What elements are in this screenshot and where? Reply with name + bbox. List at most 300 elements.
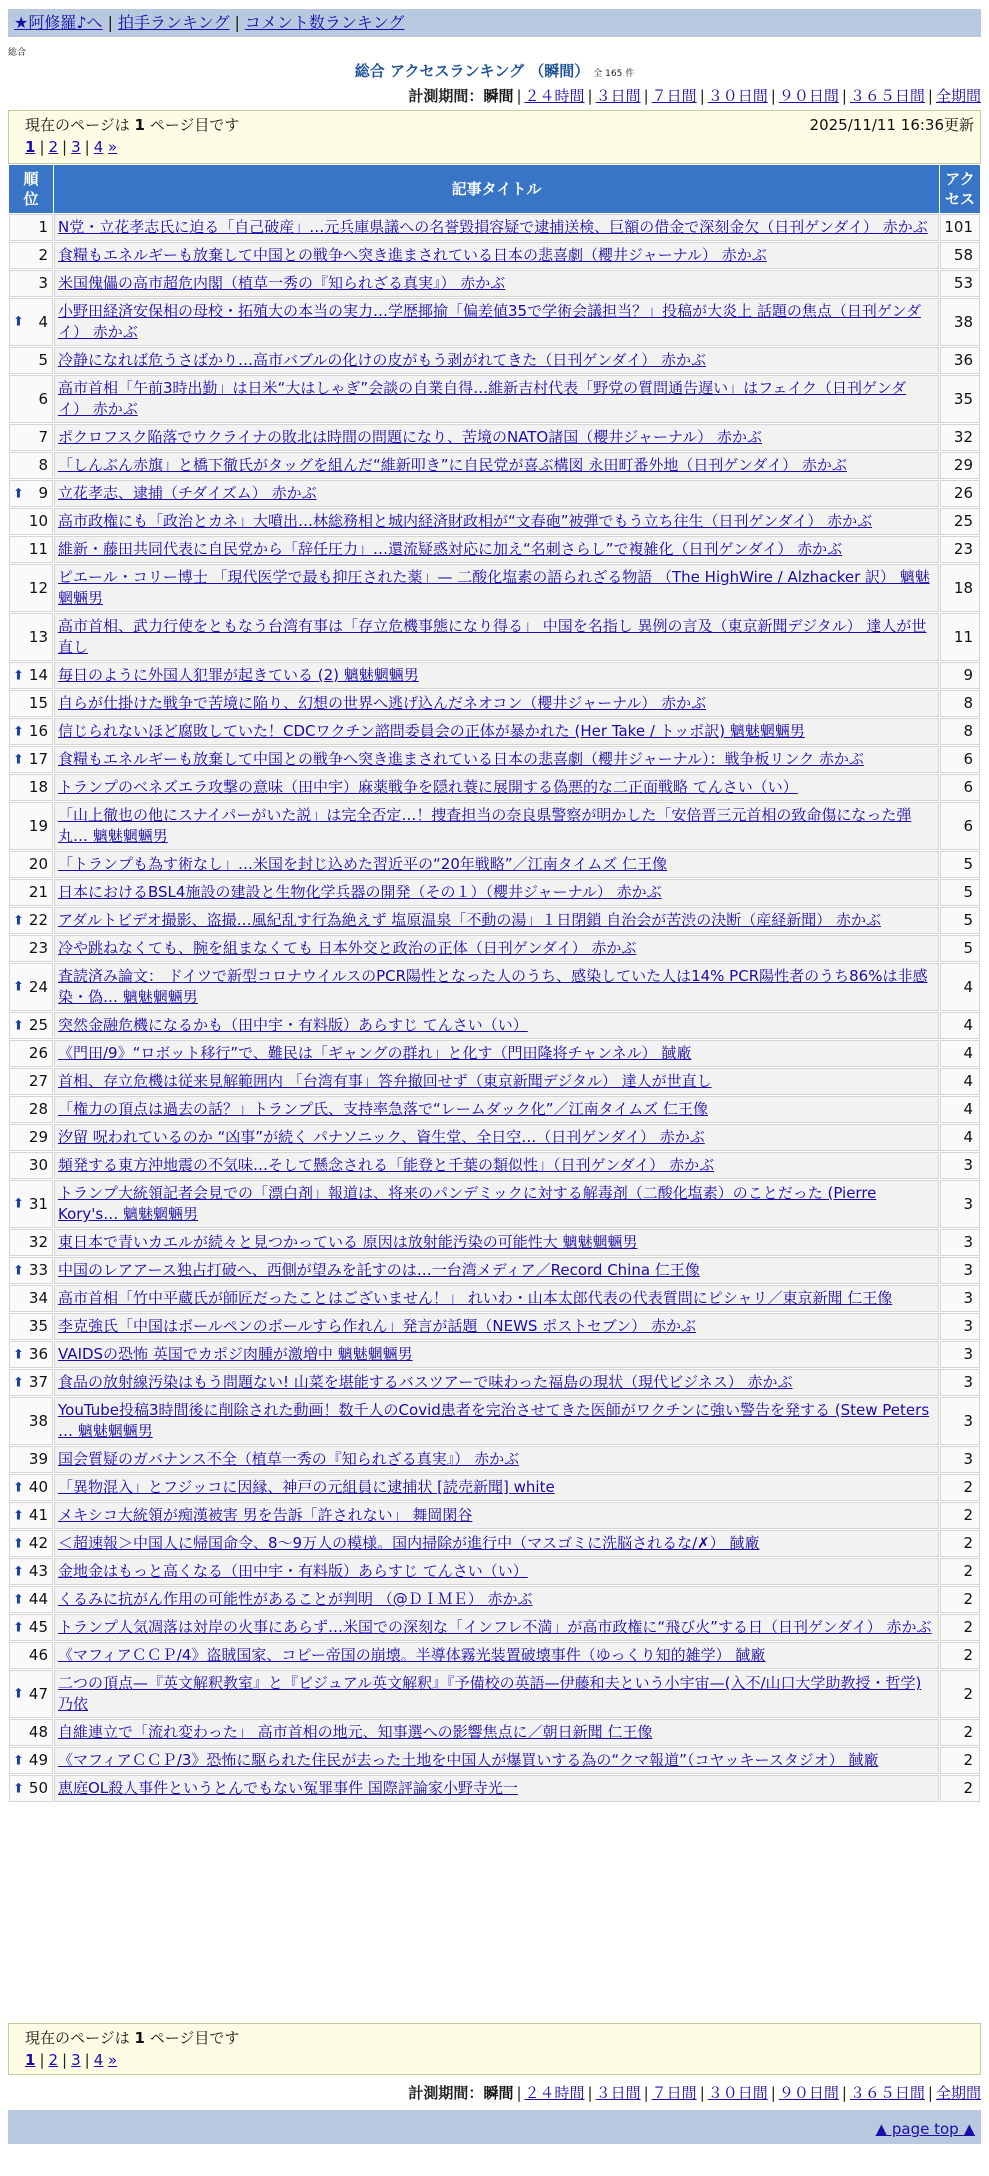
top-navigation	[8, 9, 981, 37]
table-row	[9, 1012, 980, 1039]
access-count: 2	[940, 1775, 980, 1802]
up-arrow-icon: ⬆	[13, 1620, 24, 1635]
article-link[interactable]: 《マフィアＣＣＰ/3》恐怖に駆られた住民が去った土地を中国人が爆買いする為の“クマ報道”（コヤッキースタジオ） 馘廠	[58, 1751, 879, 1769]
header-title: 記事タイトル	[54, 165, 939, 213]
separator: |	[107, 13, 113, 32]
rank-number: 10	[28, 512, 48, 530]
rank-cell	[9, 907, 53, 934]
rank-number: 50	[28, 1779, 48, 1797]
pagination-top	[25, 136, 964, 158]
page-link-1[interactable]: 1	[25, 138, 36, 156]
rank-cell	[9, 1474, 53, 1501]
table-row	[9, 347, 980, 374]
access-count: 2	[940, 1747, 980, 1774]
article-link[interactable]: 「しんぶん赤旗」と橋下徹氏がタッグを組んだ“維新叩き”に自民党が喜ぶ構図 永田町番外地（日刊ゲンダイ） 赤かぶ	[58, 456, 847, 474]
rank-number: 23	[28, 939, 48, 957]
page-link-3[interactable]: 3	[71, 2051, 81, 2069]
access-count: 6	[940, 774, 980, 801]
table-row	[9, 564, 980, 612]
rank-number: 48	[28, 1723, 48, 1741]
access-count: 3	[940, 1180, 980, 1228]
next-page-link[interactable]: »	[108, 2051, 118, 2069]
rank-cell	[9, 1313, 53, 1340]
table-row	[9, 1775, 980, 1802]
table-row	[9, 1502, 980, 1529]
rank-cell	[9, 690, 53, 717]
up-arrow-icon: ⬆	[13, 1753, 24, 1768]
table-row	[9, 907, 980, 934]
rank-cell	[9, 347, 53, 374]
article-link[interactable]: 毎日のように外国人犯罪が起きている (2) 魑魅魍魎男	[58, 666, 419, 684]
category-label: 総合	[8, 48, 27, 58]
access-count: 6	[940, 746, 980, 773]
article-link[interactable]: 金地金はもっと高くなる（田中宇・有料版）あらすじ てんさい（い）	[58, 1562, 528, 1580]
rank-number: 16	[28, 722, 48, 740]
article-link[interactable]: 自らが仕掛けた戦争で苦境に陥り、幻想の世界へ逃げ込んだネオコン（櫻井ジャーナル） 赤かぶ	[58, 694, 707, 712]
title-cell	[54, 1670, 939, 1718]
title-cell	[54, 1229, 939, 1256]
separator: |	[84, 2051, 90, 2069]
rank-cell	[9, 746, 53, 773]
table-row	[9, 1586, 980, 1613]
article-link[interactable]: 信じられないほど腐敗していた！CDCワクチン諮問委員会の正体が暴かれた (Her Take / トッポ訳) 魑魅魍魎男	[58, 722, 805, 740]
table-row	[9, 1397, 980, 1445]
access-count: 5	[940, 935, 980, 962]
table-row	[9, 1124, 980, 1151]
article-link[interactable]: 米国傀儡の高市超危内閣（植草一秀の『知られざる真実』） 赤かぶ	[58, 274, 506, 292]
period-link-5[interactable]: ３６５日間	[849, 87, 925, 105]
article-link[interactable]: メキシコ大統領が痴漢被害 男を告訴「許されない」 舞岡閑谷	[58, 1506, 473, 1524]
current-page-text: 現在のページは 1 ページ目です	[25, 116, 240, 134]
article-link[interactable]: 《マフィアＣＣＰ/4》盗賊国家、コピー帝国の崩壊。半導体霧光装置破壊事件（ゆっくり知的雑学） 馘廠	[58, 1646, 766, 1664]
page-link-1[interactable]: 1	[25, 2051, 36, 2069]
table-row	[9, 1257, 980, 1284]
header-access: アクセス	[940, 165, 980, 213]
page-link-2[interactable]: 2	[48, 138, 59, 156]
up-arrow-icon: ⬆	[13, 979, 24, 995]
article-link[interactable]: 「異物混入」とフジッコに因縁、神戸の元組員に逮捕状 [読売新聞] white	[58, 1478, 555, 1496]
up-arrow-icon: ⬆	[13, 724, 24, 739]
table-row	[9, 851, 980, 878]
rank-cell	[9, 613, 53, 661]
rank-cell	[9, 1369, 53, 1396]
up-arrow-icon: ⬆	[13, 1196, 24, 1212]
period-link-4[interactable]: ９０日間	[778, 87, 839, 105]
title-cell	[54, 424, 939, 451]
table-row	[9, 1530, 980, 1557]
period-link-6[interactable]: 全期間	[935, 2084, 981, 2102]
title-cell	[54, 879, 939, 906]
rank-cell	[9, 935, 53, 962]
rank-cell	[9, 536, 53, 563]
access-count: 4	[940, 1096, 980, 1123]
up-arrow-icon: ⬆	[13, 1347, 24, 1362]
up-arrow-icon: ⬆	[13, 1564, 24, 1579]
table-row	[9, 1614, 980, 1641]
rank-number: 35	[28, 1317, 48, 1335]
table-row	[9, 1285, 980, 1312]
page-link-4[interactable]: 4	[93, 2051, 104, 2069]
table-row	[9, 1446, 980, 1473]
updated-timestamp: 2025/11/11 16:36更新	[809, 116, 974, 134]
article-link[interactable]: 小野田経済安保相の母校・拓殖大の本当の実力…学歴揶揄「偏差値35で学術会議担当？」投稿が大炎上 話題の焦点（日刊ゲンダイ） 赤かぶ	[58, 302, 921, 341]
period-link-1[interactable]: ３日間	[595, 2084, 641, 2102]
title-cell	[54, 1257, 939, 1284]
table-row	[9, 802, 980, 850]
access-count: 3	[940, 1229, 980, 1256]
article-link[interactable]: 恵庭OL殺人事件というとんでもない冤罪事件 国際評論家小野寺光一	[58, 1779, 518, 1797]
article-link[interactable]: 汐留 呪われているのか “凶事”が続く パナソニック、資生堂、全日空…（日刊ゲンダイ） 赤かぶ	[58, 1128, 705, 1146]
title-cell	[54, 1530, 939, 1557]
table-row	[9, 298, 980, 346]
table-row	[9, 613, 980, 661]
rank-number: 37	[28, 1373, 48, 1391]
access-count: 3	[940, 1152, 980, 1179]
period-selector-top	[408, 86, 981, 106]
access-count: 9	[940, 662, 980, 689]
access-count: 18	[940, 564, 980, 612]
rank-cell	[9, 375, 53, 423]
period-link-2[interactable]: ７日間	[651, 87, 697, 105]
title-cell	[54, 774, 939, 801]
rank-number: 17	[28, 750, 48, 768]
title-cell	[54, 1614, 939, 1641]
table-row	[9, 1341, 980, 1368]
article-link[interactable]: 首相、存立危機は従来見解範囲内 「台湾有事」答弁撤回せず（東京新聞デジタル） 達人が世直し	[58, 1072, 712, 1090]
next-page-link[interactable]: »	[108, 138, 118, 156]
ranking-body	[9, 214, 980, 1802]
access-count: 4	[940, 1012, 980, 1039]
access-count: 5	[940, 851, 980, 878]
rank-number: 11	[28, 540, 48, 558]
period-link-2[interactable]: ７日間	[651, 2084, 697, 2102]
period-link-1[interactable]: ３日間	[595, 87, 641, 105]
access-count: 8	[940, 718, 980, 745]
title-cell	[54, 1502, 939, 1529]
access-count: 8	[940, 690, 980, 717]
table-row	[9, 1474, 980, 1501]
access-count: 53	[940, 270, 980, 297]
page-top-link[interactable]: ▲ page top ▲	[875, 2120, 975, 2138]
period-link-3[interactable]: ３０日間	[707, 2084, 768, 2102]
article-link[interactable]: 国会質疑のガバナンス不全（植草一秀の『知られざる真実』） 赤かぶ	[58, 1450, 520, 1468]
rank-cell	[9, 1586, 53, 1613]
page-link-3[interactable]: 3	[71, 138, 81, 156]
rank-cell	[9, 214, 53, 241]
article-link[interactable]: 高市首相「竹中平蔵氏が師匠だったことはございません！」 れいわ・山本太郎代表の代表質問にピシャリ／東京新聞 仁王像	[58, 1289, 893, 1307]
up-arrow-icon: ⬆	[13, 1686, 24, 1702]
page-link-2[interactable]: 2	[48, 2051, 59, 2069]
rank-cell	[9, 774, 53, 801]
title-cell	[54, 1341, 939, 1368]
up-arrow-icon: ⬆	[13, 1781, 24, 1796]
title-cell	[54, 1068, 939, 1095]
article-link[interactable]: ポクロフスク陥落でウクライナの敗北は時間の問題になり、苦境のNATO諸国（櫻井ジャーナル） 赤かぶ	[58, 428, 762, 446]
period-link-0[interactable]: ２４時間	[524, 87, 585, 105]
article-link[interactable]: 維新・藤田共同代表に自民党から「辞任圧力」…還流疑惑対応に加え“名刺さらし”で複雑化（日刊ゲンダイ） 赤かぶ	[58, 540, 843, 558]
table-row	[9, 935, 980, 962]
rank-cell	[9, 1068, 53, 1095]
table-row	[9, 1747, 980, 1774]
table-row	[9, 1642, 980, 1669]
access-count: 2	[940, 1642, 980, 1669]
nav-link-home[interactable]: ★阿修羅♪へ	[14, 13, 103, 32]
table-row	[9, 1313, 980, 1340]
title-cell	[54, 452, 939, 479]
title-cell	[54, 690, 939, 717]
period-link-6[interactable]: 全期間	[935, 87, 981, 105]
rank-number: 22	[28, 911, 48, 929]
rank-number: 30	[28, 1156, 48, 1174]
rank-cell	[9, 963, 53, 1011]
rank-cell	[9, 1558, 53, 1585]
page-info-top	[8, 110, 981, 164]
separator: |	[841, 87, 847, 105]
title-cell	[54, 1369, 939, 1396]
table-row	[9, 1229, 980, 1256]
access-count: 3	[940, 1397, 980, 1445]
nav-link-applause-ranking[interactable]: 拍手ランキング	[117, 13, 230, 32]
rank-cell	[9, 1719, 53, 1746]
period-link-0[interactable]: ２４時間	[524, 2084, 585, 2102]
rank-number: 12	[28, 578, 48, 597]
article-link[interactable]: 「トランプも為す術なし」…米国を封じ込めた習近平の“20年戦略”／江南タイムズ 仁王像	[58, 855, 668, 873]
article-link[interactable]: 東日本で青いカエルが続々と見つかっている 原因は放射能汚染の可能性大 魑魅魍魎男	[58, 1233, 638, 1251]
article-link[interactable]: 高市首相「午前3時出勤」は日米“大はしゃぎ”会談の自業自得…維新吉村代表「野党の質問通告遅い」はフェイク（日刊ゲンダイ） 赤かぶ	[58, 379, 907, 418]
article-link[interactable]: ＜超速報＞中国人に帰国命令、8～9万人の模様。国内掃除が進行中（マスゴミに洗脳されるな/✗） 馘廠	[58, 1534, 760, 1552]
period-link-3[interactable]: ３０日間	[707, 87, 768, 105]
article-link[interactable]: VAIDSの恐怖 英国でカポジ肉腫が激増中 魑魅魍魎男	[58, 1345, 413, 1363]
title-cell	[54, 802, 939, 850]
rank-number: 1	[38, 218, 48, 236]
rank-number: 39	[28, 1450, 48, 1468]
access-count: 36	[940, 347, 980, 374]
table-row	[9, 1152, 980, 1179]
table-row	[9, 1670, 980, 1718]
table-row	[9, 690, 980, 717]
article-link[interactable]: くるみに抗がん作用の可能性があることが判明 （@ＤＩＭＥ） 赤かぶ	[58, 1590, 533, 1608]
separator: |	[39, 2051, 45, 2069]
separator: |	[84, 138, 90, 156]
current-page-text: 現在のページは 1 ページ目です	[25, 2029, 240, 2047]
rank-number: 25	[28, 1016, 48, 1034]
article-link[interactable]: 立花孝志、逮捕（チダイズム） 赤かぶ	[58, 484, 317, 502]
table-row	[9, 1558, 980, 1585]
rank-cell	[9, 1502, 53, 1529]
total-count: 全 165 件	[593, 69, 635, 79]
table-row	[9, 879, 980, 906]
access-count: 3	[940, 1313, 980, 1340]
separator: |	[770, 87, 776, 105]
article-link[interactable]: YouTube投稿3時間後に削除された動画！数千人のCovid患者を完治させてきた医師がワクチンに強い警告を発する (Stew Peters … 魑魅魍魎男	[58, 1401, 930, 1440]
title-cell	[54, 1642, 939, 1669]
rank-cell	[9, 1614, 53, 1641]
article-link[interactable]: 突然金融危機になるかも（田中宇・有料版）あらすじ てんさい（い）	[58, 1016, 528, 1034]
up-arrow-icon: ⬆	[13, 486, 24, 501]
rank-cell	[9, 1747, 53, 1774]
page-title	[8, 60, 981, 81]
rank-number: 8	[38, 456, 48, 474]
table-row	[9, 963, 980, 1011]
title-cell	[54, 1719, 939, 1746]
up-arrow-icon: ⬆	[13, 314, 24, 330]
rank-number: 34	[28, 1289, 48, 1307]
rank-number: 13	[28, 627, 48, 646]
separator: |	[516, 2084, 522, 2102]
article-link[interactable]: トランプ大統領記者会見での「漂白剤」報道は、将来のパンデミックに対する解毒剤（二酸化塩素）のことだった (Pierre Kory's… 魑魅魍魎男	[58, 1184, 877, 1223]
article-link[interactable]: 食糧もエネルギーも放棄して中国との戦争へ突き進まされている日本の悲喜劇（櫻井ジャーナル） 赤かぶ	[58, 246, 767, 264]
article-link[interactable]: トランプのベネズエラ攻撃の意味（田中宇）麻薬戦争を隠れ蓑に展開する偽悪的な二正面戦略 てんさい（い）	[58, 778, 798, 796]
table-row	[9, 375, 980, 423]
separator: |	[770, 2084, 776, 2102]
rank-number: 21	[28, 883, 48, 901]
table-row	[9, 536, 980, 563]
rank-number: 5	[38, 351, 48, 369]
rank-number: 45	[28, 1618, 48, 1636]
table-row	[9, 452, 980, 479]
page-title-text: 総合 アクセスランキング （瞬間）	[354, 62, 590, 80]
rank-cell	[9, 452, 53, 479]
rank-cell	[9, 564, 53, 612]
rank-cell	[9, 879, 53, 906]
title-cell	[54, 347, 939, 374]
article-link[interactable]: 高市政権にも「政治とカネ」大噴出…林総務相と城内経済財政相が“文春砲”被弾でもう立ち往生（日刊ゲンダイ） 赤かぶ	[58, 512, 873, 530]
rank-cell	[9, 1124, 53, 1151]
table-row	[9, 1180, 980, 1228]
separator: |	[699, 87, 705, 105]
table-row	[9, 270, 980, 297]
rank-number: 19	[28, 816, 48, 835]
access-count: 26	[940, 480, 980, 507]
article-link[interactable]: 《門田/9》“ロボット移行”で、難民は「ギャングの群れ」と化す（門田隆将チャンネル） 馘廠	[58, 1044, 692, 1062]
article-link[interactable]: 食品の放射線汚染はもう問題ない! 山菜を堪能するバスツアーで味わった福島の現状（現代ビジネス） 赤かぶ	[58, 1373, 793, 1391]
title-cell	[54, 508, 939, 535]
access-count: 5	[940, 879, 980, 906]
article-link[interactable]: 高市首相、武力行使をともなう台湾有事は「存立危機事態になり得る」 中国を名指し 異例の言及（東京新聞デジタル） 達人が世直し	[58, 617, 927, 656]
rank-number: 38	[28, 1411, 48, 1430]
rank-number: 32	[28, 1233, 48, 1251]
rank-cell	[9, 1040, 53, 1067]
article-link[interactable]: 李克強氏「中国はボールペンのボールすら作れん」発言が話題（NEWS ポストセブン） 赤かぶ	[58, 1317, 696, 1335]
period-label: 計測期間：	[408, 87, 484, 105]
access-count: 2	[940, 1474, 980, 1501]
rank-number: 41	[28, 1506, 48, 1524]
access-count: 4	[940, 1068, 980, 1095]
table-row	[9, 1719, 980, 1746]
article-link[interactable]: 査読済み論文： ドイツで新型コロナウイルスのPCR陽性となった人のうち、感染していた人は14% PCR陽性者のうち86%は非感染・偽… 魑魅魍魎男	[58, 967, 928, 1006]
rank-cell	[9, 1670, 53, 1718]
access-count: 3	[940, 1369, 980, 1396]
rank-cell	[9, 1096, 53, 1123]
article-link[interactable]: ピエール・コリー博士 「現代医学で最も抑圧された薬」— 二酸化塩素の語られざる物語 （The HighWire / Alzhacker 訳） 魑魅魍魎男	[58, 568, 930, 607]
table-row	[9, 242, 980, 269]
title-cell	[54, 298, 939, 346]
rank-number: 43	[28, 1562, 48, 1580]
period-selector-bottom	[408, 2083, 981, 2103]
article-link[interactable]: 冷や跳ねなくても、腕を組まなくても 日本外交と政治の正体（日刊ゲンダイ） 赤かぶ	[58, 939, 637, 957]
rank-number: 18	[28, 778, 48, 796]
rank-cell	[9, 298, 53, 346]
article-link[interactable]: アダルトビデオ撮影、盗撮…風紀乱す行為絶えず 塩原温泉「不動の湯」１日閉鎖 自治会が苦渋の決断（産経新聞） 赤かぶ	[58, 911, 881, 929]
period-link-4[interactable]: ９０日間	[778, 2084, 839, 2102]
article-link[interactable]: 「山上徹也の他にスナイパーがいた説」は完全否定…！捜査担当の奈良県警察が明かした「安倍晋三元首相の致命傷になった弾丸… 魑魅魍魎男	[58, 806, 912, 845]
rank-number: 44	[28, 1590, 48, 1608]
access-count: 2	[940, 1558, 980, 1585]
access-count: 2	[940, 1586, 980, 1613]
rank-number: 46	[28, 1646, 48, 1664]
article-link[interactable]: 冷静になれば危うさばかり…高市バブルの化けの皮がもう剥がれてきた（日刊ゲンダイ） 赤かぶ	[58, 351, 706, 369]
title-cell	[54, 536, 939, 563]
page-link-4[interactable]: 4	[93, 138, 104, 156]
article-link[interactable]: 食糧もエネルギーも放棄して中国との戦争へ突き進まされている日本の悲喜劇（櫻井ジャーナル）：戦争板リンク 赤かぶ	[58, 750, 864, 768]
rank-number: 27	[28, 1072, 48, 1090]
article-link[interactable]: 「権力の頂点は過去の話？」トランプ氏、支持率急落で“レームダック化”／江南タイムズ 仁王像	[58, 1100, 709, 1118]
title-cell	[54, 1586, 939, 1613]
rank-number: 14	[28, 666, 48, 684]
table-row	[9, 1369, 980, 1396]
nav-link-comment-ranking[interactable]: コメント数ランキング	[244, 13, 405, 32]
article-link[interactable]: N党・立花孝志氏に迫る「自己破産」…元兵庫県議への名誉毀損容疑で逮捕送検、巨額の借金で深刻金欠（日刊ゲンダイ） 赤かぶ	[58, 218, 928, 236]
access-count: 4	[940, 963, 980, 1011]
title-cell	[54, 1474, 939, 1501]
article-link[interactable]: 自維連立で「流れ変わった」 高市首相の地元、知事選への影響焦点に／朝日新聞 仁王像	[58, 1723, 653, 1741]
rank-cell	[9, 270, 53, 297]
access-count: 4	[940, 1124, 980, 1151]
rank-cell	[9, 802, 53, 850]
table-row	[9, 746, 980, 773]
access-count: 32	[940, 424, 980, 451]
rank-cell	[9, 1341, 53, 1368]
title-cell	[54, 270, 939, 297]
rank-cell	[9, 1446, 53, 1473]
article-link[interactable]: トランプ人気凋落は対岸の火事にあらず…米国での深刻な「インフレ不満」が高市政権に“飛び火”する日（日刊ゲンダイ） 赤かぶ	[58, 1618, 932, 1636]
article-link[interactable]: 中国のレアアース独占打破へ、西側が望みを託すのは…一台湾メディア／Record China 仁王像	[58, 1261, 700, 1279]
rank-number: 36	[28, 1345, 48, 1363]
title-cell	[54, 1180, 939, 1228]
rank-number: 20	[28, 855, 48, 873]
separator: |	[699, 2084, 705, 2102]
period-link-5[interactable]: ３６５日間	[849, 2084, 925, 2102]
rank-cell	[9, 1285, 53, 1312]
access-count: 6	[940, 802, 980, 850]
table-row	[9, 774, 980, 801]
article-link[interactable]: 二つの頂点—『英文解釈教室』と『ビジュアル英文解釈』『予備校の英語—伊藤和夫という小宇宙—(入不/山口大学助教授・哲学) 乃依	[58, 1674, 922, 1713]
rank-cell	[9, 1642, 53, 1669]
access-count: 2	[940, 1719, 980, 1746]
rank-number: 7	[38, 428, 48, 446]
separator: |	[62, 2051, 68, 2069]
article-link[interactable]: 日本におけるBSL4施設の建設と生物化学兵器の開発（その１）（櫻井ジャーナル） 赤かぶ	[58, 883, 662, 901]
up-arrow-icon: ⬆	[13, 1375, 24, 1390]
access-count: 3	[940, 1257, 980, 1284]
title-cell	[54, 1152, 939, 1179]
rank-number: 31	[28, 1194, 48, 1213]
article-link[interactable]: 頻発する東方沖地震の不気味…そして懸念される「能登と千葉の類似性」（日刊ゲンダイ） 赤かぶ	[58, 1156, 715, 1174]
rank-number: 29	[28, 1128, 48, 1146]
table-row	[9, 1096, 980, 1123]
rank-number: 24	[28, 977, 48, 996]
title-cell	[54, 935, 939, 962]
up-arrow-icon: ⬆	[13, 668, 24, 683]
separator: |	[587, 2084, 593, 2102]
period-current: 瞬間	[483, 2084, 514, 2102]
table-row	[9, 1040, 980, 1067]
separator: |	[234, 13, 240, 32]
title-cell	[54, 480, 939, 507]
table-row	[9, 508, 980, 535]
title-cell	[54, 963, 939, 1011]
rank-number: 28	[28, 1100, 48, 1118]
